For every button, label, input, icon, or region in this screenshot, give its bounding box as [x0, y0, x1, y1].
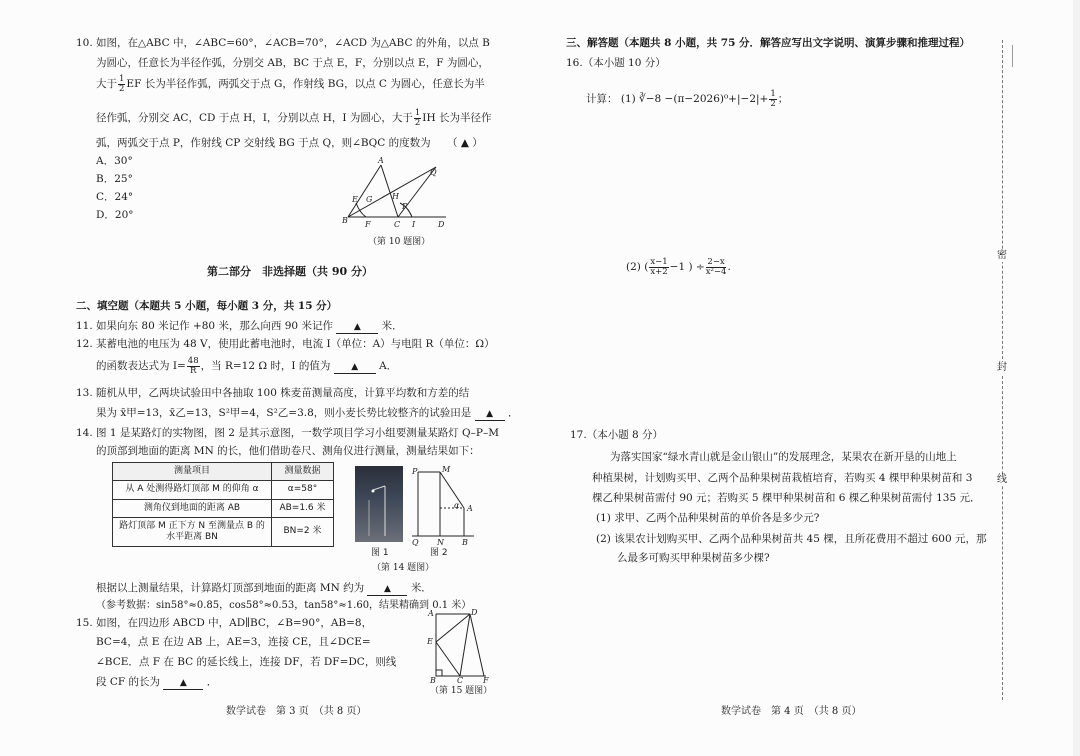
q11-number: 11.: [76, 320, 93, 332]
section2-heading: 二、填空题（本题共 5 小题，每小题 3 分，共 15 分）: [76, 300, 338, 312]
q15-line3: ∠BCE．点 F 在 BC 的延长线上，连接 DF，若 DF=DC，则线: [96, 656, 397, 668]
q10-label-a: A: [378, 156, 384, 165]
q12-line2: [96, 357, 397, 375]
q17-heading: 17.（本小题 8 分）: [570, 429, 664, 441]
q11-text: 如果向东 80 米记作 +80 米，那么向西 90 米记作: [96, 320, 333, 332]
q10-option-a: A．30°: [96, 155, 133, 167]
q13-number: 13.: [76, 387, 93, 399]
q10-label-p: P: [402, 202, 408, 211]
q15-line4: [96, 676, 217, 690]
q12-number: 12.: [76, 338, 93, 350]
q17-sub2-line2: 么最多可购买甲种果树苗多少棵?: [617, 552, 770, 564]
q14-streetlight-photo: [355, 466, 403, 542]
section3-heading: 三、解答题（本题共 8 小题，共 75 分．解答应写出文字说明、演算步骤和推理过程）: [566, 37, 971, 49]
q17-line3: 棵乙种果树苗需付 90 元；若购买 5 棵甲种果树苗和 6 棵乙种果树苗需付 135 元．: [592, 492, 981, 504]
q15-label-f: F: [483, 676, 489, 684]
q14-label-b: B: [462, 538, 468, 546]
q15-line1: 如图，在四边形 ABCD 中，AD∥BC，∠B=90°，AB=8，: [96, 617, 373, 629]
q16-part1: [586, 90, 788, 108]
q10-label-c: C: [394, 220, 401, 229]
table-header-cell: 测量项目: [113, 463, 272, 481]
q14-label-a: A: [467, 504, 473, 513]
q10-label-h: H: [392, 192, 399, 201]
q13-line2-text: 果为 x̄甲=13，x̄乙=13，S²甲=4，S²乙=3.8，则小麦长势比较整齐的试验田是: [96, 407, 472, 419]
q14-caption: （第 14 题图）: [372, 563, 435, 573]
q14-label-q: Q: [412, 538, 419, 546]
q10-line1: 如图，在△ABC 中，∠ABC=60°，∠ACB=70°，∠ACD 为△ABC 的外角，以点 B: [96, 37, 490, 49]
q11: [76, 320, 403, 334]
q14-label-n: N: [437, 538, 444, 546]
q13-line2: [96, 407, 518, 421]
q16-calc-label: 计算：: [586, 93, 618, 105]
q10-caption: （第 10 题图）: [368, 237, 431, 247]
q16-part2-tail: .: [727, 261, 731, 273]
q13-line1: 随机从甲，乙两块试验田中各抽取 100 株麦苗测量高度，计算平均数和方差的结: [96, 387, 470, 399]
q16-part2-fraction1: $\frac{x-1}{x+2}$: [650, 257, 668, 277]
q10-label-d: D: [438, 220, 445, 229]
q15-label-c: C: [457, 676, 464, 684]
q15-caption: （第 15 题图）: [430, 686, 493, 696]
q17-line2: 种植果树，计划购买甲、乙两个品种果树苗栽植培育，若购买 4 棵甲种果树苗和 3: [592, 472, 973, 484]
table-header-cell: 测量数据: [272, 463, 334, 481]
table-cell: 从 A 处测得路灯顶部 M 的仰角 α: [113, 481, 272, 499]
table-cell: BN=2 米: [272, 517, 334, 547]
q14-measurement-table: [112, 462, 334, 547]
q10-answer-slot: （ ▲ ）: [447, 137, 483, 149]
table-cell: 路灯顶部 M 正下方 N 至测量点 B 的水平距离 BN: [113, 517, 272, 547]
q10-line3-pre: 大于: [96, 78, 117, 90]
q10-fraction-half: $\frac{1}{2}$: [119, 74, 125, 94]
q10-fraction-half-2: $\frac{1}{2}$: [414, 108, 421, 128]
q12-line2-post: ，当 R=12 Ω 时，I 的值为: [200, 360, 331, 372]
q14-fig2-label: 图 2: [430, 548, 448, 558]
q15-label-a: A: [428, 609, 434, 618]
q10-number: 10.: [76, 37, 93, 49]
q11-blank: ▲: [336, 322, 378, 334]
q16-part1-fraction: $\frac{1}{2}$: [770, 89, 776, 109]
q14-blank: ▲: [367, 584, 407, 596]
q10-line3: [96, 75, 485, 93]
q10-line4: [96, 109, 491, 127]
q10-figure: [338, 155, 458, 233]
q14-line3-text: 根据以上测量结果，计算路灯顶部到地面的距离 MN 约为: [96, 582, 365, 594]
margin-mark: [1012, 45, 1013, 67]
table-row: [113, 517, 334, 547]
q14-line1: 图 1 是某路灯的实物图，图 2 是其示意图，一数学项目学习小组要测量某路灯 Q–P–M: [96, 427, 499, 439]
q17-line1: 为落实国家“绿水青山就是金山银山”的发展理念，某果农在新开垦的山地上: [610, 451, 957, 463]
q10-option-b: B．25°: [96, 173, 133, 185]
q14-line2: 的顶部到地面的距离 MN 的长，他们借助卷尺、测角仪进行测量，测量结果如下：: [96, 445, 480, 457]
seal-char-feng: 封: [997, 362, 1007, 373]
page-edge: [1073, 0, 1080, 756]
q17-sub2-line1: (2) 该果农计划购买甲、乙两个品种果树苗共 45 棵，且所花费用不超过 600 元，那: [596, 533, 987, 545]
q15-line4-text: 段 CF 的长为: [96, 676, 160, 688]
q12-blank: ▲: [334, 362, 376, 374]
seal-char-mi: 密: [997, 250, 1007, 261]
table-cell: α=58°: [272, 481, 334, 499]
right-page: [540, 0, 1080, 756]
q15-tail: ．: [206, 676, 218, 688]
q14-line3: [96, 582, 432, 596]
q10-label-f: F: [365, 220, 371, 229]
q13-blank: ▲: [475, 409, 505, 421]
q14-schematic: [410, 464, 480, 546]
q10-option-c: C．24°: [96, 191, 134, 203]
q10-option-d: D．20°: [96, 209, 134, 221]
q10-label-g: G: [366, 195, 373, 204]
q17-sub1: (1) 求甲、乙两个品种果树苗的单价各是多少元?: [596, 512, 820, 524]
q15-label-b: B: [430, 676, 436, 684]
q10-line4-pre: 径作弧，分别交 AC，CD 于点 H，I，分别以点 H，I 为圆心，大于: [96, 112, 413, 124]
q14-tail: 米．: [410, 582, 432, 594]
q14-fig1-label: 图 1: [371, 548, 389, 558]
q10-line2: 为圆心，任意长为半径作弧，分别交 AB，BC 于点 E，F，分别以点 E，F 为圆心，: [96, 57, 489, 69]
q15-label-d: D: [471, 608, 478, 617]
q16-part2-fraction2: $\frac{2-x}{\text{x²−4}}$: [705, 257, 727, 277]
table-row: [113, 481, 334, 499]
q15-number: 15.: [76, 617, 93, 629]
q14-label-alpha: α: [454, 501, 460, 510]
seal-char-xian: 线: [997, 474, 1007, 485]
q10-line4-post: IH 长为半径作: [422, 112, 492, 124]
q16-part2-pre: (2) (: [626, 261, 649, 273]
q14-reference-data: （参考数据：sin58°≈0.85，cos58°≈0.53，tan58°≈1.60，结果精确到 0.1 米）: [96, 600, 472, 611]
part2-title: 第二部分 非选择题（共 90 分）: [207, 265, 373, 278]
table-cell: 测角仪到地面的距离 AB: [113, 499, 272, 517]
q16-part2: [626, 258, 731, 276]
q14-label-m: M: [442, 465, 451, 474]
q12-fraction: $\frac{48}{R}$: [187, 356, 199, 376]
q10-label-q: Q: [430, 168, 437, 177]
q14-label-p: P: [412, 467, 418, 476]
q10-line5: 弧，两弧交于点 P，作射线 CP 交射线 BG 于点 Q，则∠BQC 的度数为: [96, 137, 431, 149]
q16-part2-mid: −1 ) ÷: [669, 261, 705, 273]
q16-part1-tail: ；: [777, 93, 789, 105]
q15-blank: ▲: [163, 678, 203, 690]
q13-tail: ．: [507, 407, 519, 419]
q16-heading: 16.（本小题 10 分）: [566, 57, 666, 69]
q16-part1-expr: (1) ∛−8 −(π−2026)⁰+|−2|+: [620, 93, 769, 105]
q15-line2: BC=4，点 E 在边 AB 上，AE=3，连接 CE，且∠DCE=: [96, 636, 371, 648]
q14-number: 14.: [76, 427, 93, 439]
table-row: [113, 499, 334, 517]
left-page-footer: 数学试卷 第 3 页 （共 8 页）: [226, 706, 367, 717]
table-cell: AB=1.6 米: [272, 499, 334, 517]
q10-label-i: I: [412, 220, 416, 229]
q10-label-b: B: [342, 216, 348, 225]
q12-line2-pre: 的函数表达式为 I=: [96, 360, 186, 372]
q15-figure: [424, 606, 496, 684]
q11-tail: 米．: [381, 320, 403, 332]
q12-tail: A．: [379, 360, 398, 372]
q10-label-e: E: [352, 195, 358, 204]
q15-label-e: E: [427, 637, 433, 646]
q10-line3-post: EF 长为半径作弧，两弧交于点 G，作射线 BG，以点 C 为圆心，任意长为半: [126, 78, 485, 90]
table-header-row: [113, 463, 334, 481]
right-page-footer: 数学试卷 第 4 页 （共 8 页）: [721, 706, 862, 717]
q12-line1: 某蓄电池的电压为 48 V，使用此蓄电池时，电流 I（单位：A）与电阻 R（单位：Ω）: [96, 338, 495, 350]
